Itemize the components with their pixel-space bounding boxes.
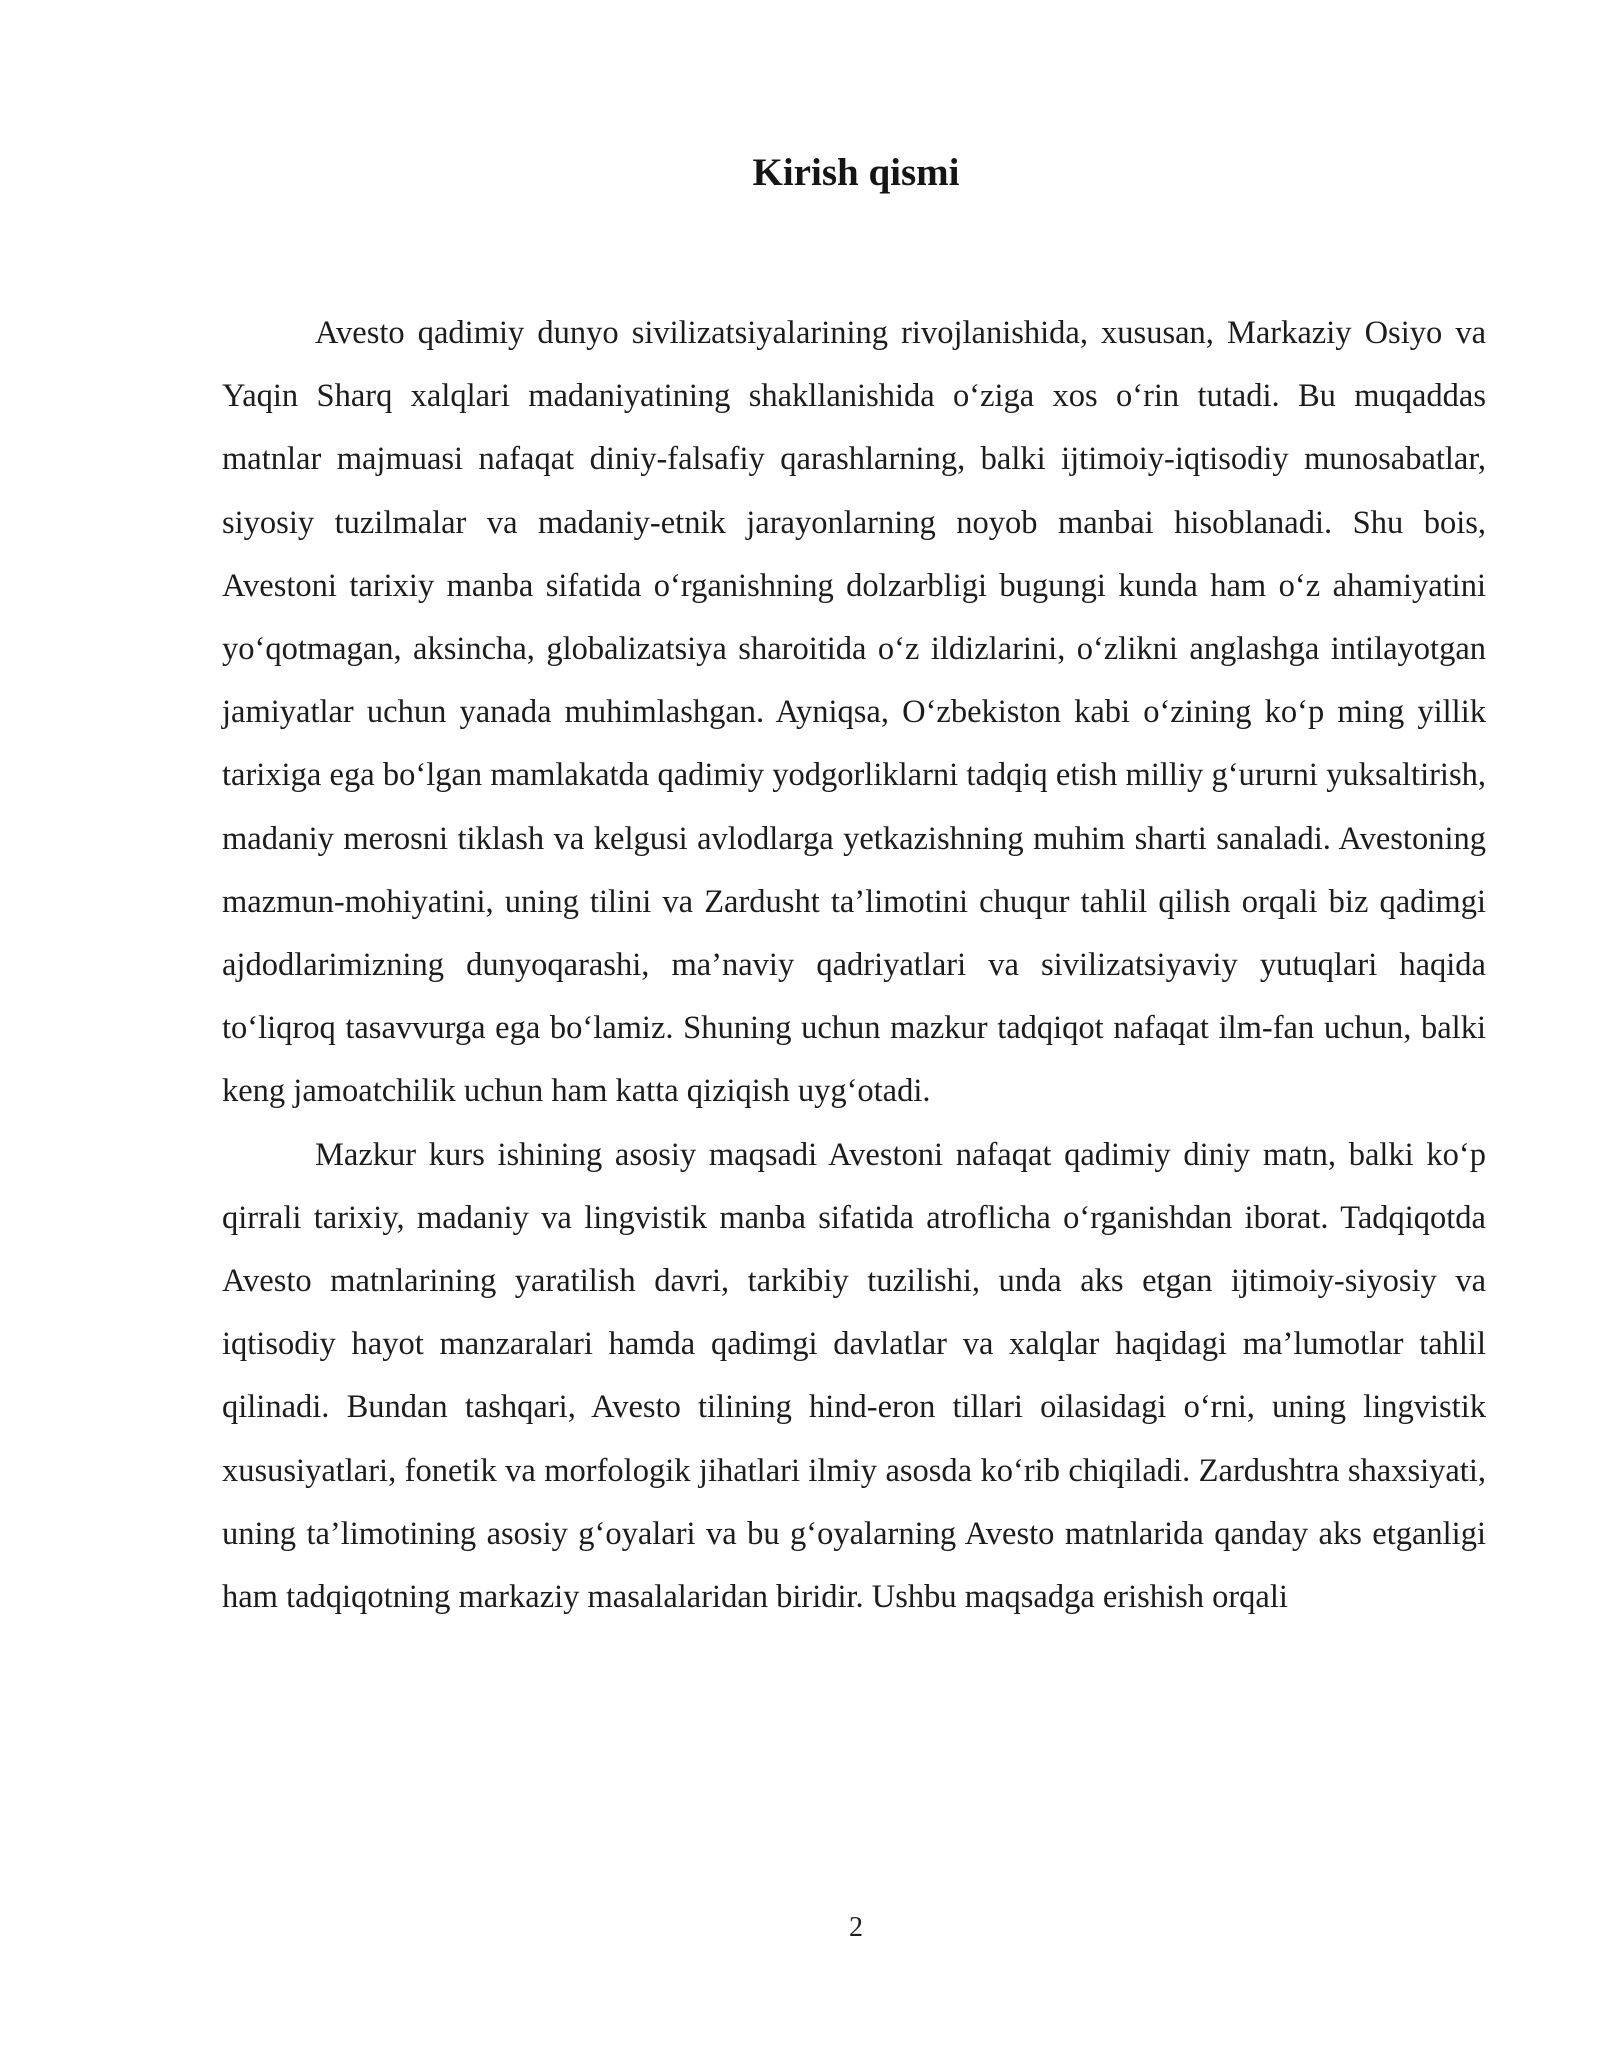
paragraph-introduction: Avesto qadimiy dunyo sivilizatsiyalarining rivojlanishida, xususan, Markaziy Osiyo va Yaqin Sharq xalqlari madaniyatining shakllanishida o‘ziga xos o‘rin tutadi. Bu muqaddas matnlar majmuasi nafaqat diniy-falsafiy qarashlarning, balki ijtimoiy-iqtisodiy munosabatlar, siyosiy tuzilmalar va madaniy-etnik jarayonlarning noyob manbai hisoblanadi. Shu bois, Avestoni tarixiy manba sifatida o‘rganishning dolzarbligi bugungi kunda ham o‘z ahamiyatini yo‘qotmagan, aksincha, globalizatsiya sharoitida o‘z ildizlarini, o‘zlikni anglashga intilayotgan jamiyatlar uchun yanada muhimlashgan. Ayniqsa, O‘zbekiston kabi o‘zining ko‘p ming yillik tarixiga ega bo‘lgan mamlakatda qadimiy yodgorliklarni tadqiq etish milliy g‘ururni yuksaltirish, madaniy merosni tiklash va kelgusi avlodlarga yetkazishning muhim sharti sanaladi. Avestoning mazmun-mohiyatini, uning tilini va Zardusht ta’limotini chuqur tahlil qilish orqali biz qadimgi ajdodlarimizning dunyoqarashi, ma’naviy qadriyatlari va sivilizatsiyaviy yutuqlari haqida to‘liqroq tasavvurga ega bo‘lamiz. Shuning uchun mazkur tadqiqot nafaqat ilm-fan uchun, balki keng jamoatchilik uchun ham katta qiziqish uyg‘otadi. <box>222 315 1486 1110</box>
page-title: Kirish qismi <box>752 151 960 194</box>
paragraph-research-goal: Mazkur kurs ishining asosiy maqsadi Avestoni nafaqat qadimiy diniy matn, balki ko‘p qirrali tarixiy, madaniy va lingvistik manba sifatida atroflicha o‘rganishdan iborat. Tadqiqotda Avesto matnlarining yaratilish davri, tarkibiy tuzilishi, unda aks etgan ijtimoiy-siyosiy va iqtisodiy hayot manzaralari hamda qadimgi davlatlar va xalqlar haqidagi ma’lumotlar tahlil qilinadi. Bundan tashqari, Avesto tilining hind-eron tillari oilasidagi o‘rni, uning lingvistik xususiyatlari, fonetik va morfologik jihatlari ilmiy asosda ko‘rib chiqiladi. Zardushtra shaxsiyati, uning ta’limotining asosiy g‘oyalari va bu g‘oyalarning Avesto matnlarida qanday aks etganligi ham tadqiqotning markaziy masalalaridan biridir. Ushbu maqsadga erishish orqali <box>222 1136 1486 1616</box>
document-body <box>222 302 1486 1629</box>
page-number: 2 <box>849 1912 863 1943</box>
